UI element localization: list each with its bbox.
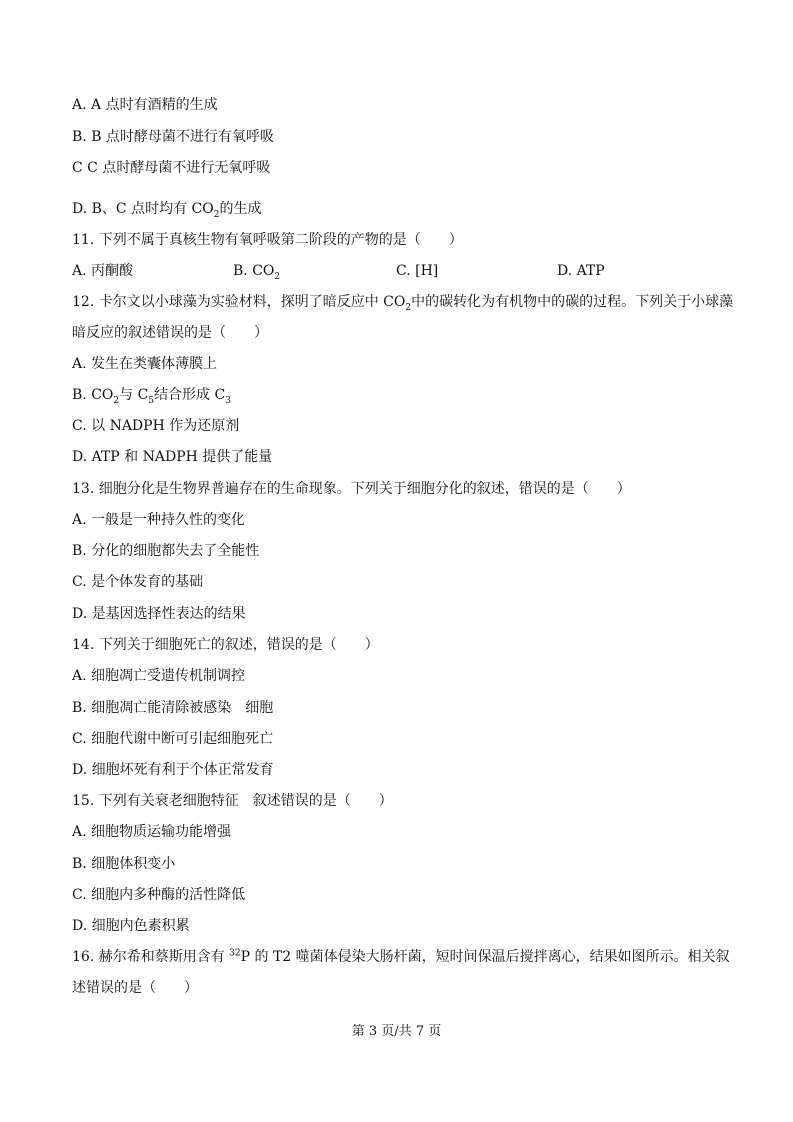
q16-stem-line2: 述错误的是（ ） xyxy=(72,980,198,996)
q10-option-b: B. B 点时酵母菌不进行有氧呼吸 xyxy=(72,129,274,145)
q13-option-b: B. 分化的细胞都失去了全能性 xyxy=(72,543,260,559)
q14-option-d: D. 细胞坏死有利于个体正常发育 xyxy=(72,762,274,778)
q12-stem-line1: 12. 卡尔文以小球藻为实验材料，探明了暗反应中 $CO_2$中的碳转化为有机物中的碳的过程。下列关于小球藻 xyxy=(72,294,734,313)
q10-option-a: A. A 点时有酒精的生成 xyxy=(72,97,218,113)
q15-option-c: C. 细胞内多种酶的活性降低 xyxy=(72,887,246,903)
q15-stem: 15. 下列有关衰老细胞特征 叙述错误的是（ ） xyxy=(72,793,393,809)
q15-option-a: A. 细胞物质运输功能增强 xyxy=(72,824,232,840)
q13-option-d: D. 是基因选择性表达的结果 xyxy=(72,606,246,622)
q13-stem: 13. 细胞分化是生物界普遍存在的生命现象。下列关于细胞分化的叙述，错误的是（ ） xyxy=(72,481,631,497)
q12-option-a: A. 发生在类囊体薄膜上 xyxy=(72,356,218,372)
page-footer: 第 3 页/共 7 页 xyxy=(351,1024,442,1039)
q11-stem: 11. 下列不属于真核生物有氧呼吸第二阶段的产物的是（ ） xyxy=(72,232,463,248)
q14-stem: 14. 下列关于细胞死亡的叙述，错误的是（ ） xyxy=(72,637,379,653)
q11-option-d: D. ATP xyxy=(557,263,605,279)
q13-option-c: C. 是个体发育的基础 xyxy=(72,574,204,590)
q15-option-b: B. 细胞体积变小 xyxy=(72,856,176,872)
q14-option-c: C. 细胞代谢中断可引起细胞死亡 xyxy=(72,731,274,747)
q16-stem-line1: 16. 赫尔希和蔡斯用含有 $^{32}$P 的 T2 噬菌体侵染大肠杆菌，短时间保温后搅拌离心，结果如图所示。相关叙 xyxy=(72,948,730,965)
q12-option-c: C. 以 NADPH 作为还原剂 xyxy=(72,418,240,434)
q10-option-d: D. B、C 点时均有 $CO_2$的生成 xyxy=(72,201,262,220)
q10-option-c: C C 点时酵母菌不进行无氧呼吸 xyxy=(72,160,271,176)
q14-option-b: B. 细胞凋亡能清除被感染 细胞 xyxy=(72,700,274,716)
q12-option-b: B. $CO_2$与 $C_5$结合形成 $C_3$ xyxy=(72,387,231,406)
q12-option-d: D. ATP 和 NADPH 提供了能量 xyxy=(72,449,273,465)
q14-option-a: A. 细胞凋亡受遗传机制调控 xyxy=(72,668,246,684)
q11-option-b: B. $CO_2$ xyxy=(233,263,281,282)
q12-stem-line2: 暗反应的叙述错误的是（ ） xyxy=(72,325,268,341)
q11-option-c: C. [H] xyxy=(396,263,439,279)
q11-option-a: A. 丙酮酸 xyxy=(72,263,134,279)
q15-option-d: D. 细胞内色素积累 xyxy=(72,918,190,934)
q13-option-a: A. 一般是一种持久性的变化 xyxy=(72,512,246,528)
